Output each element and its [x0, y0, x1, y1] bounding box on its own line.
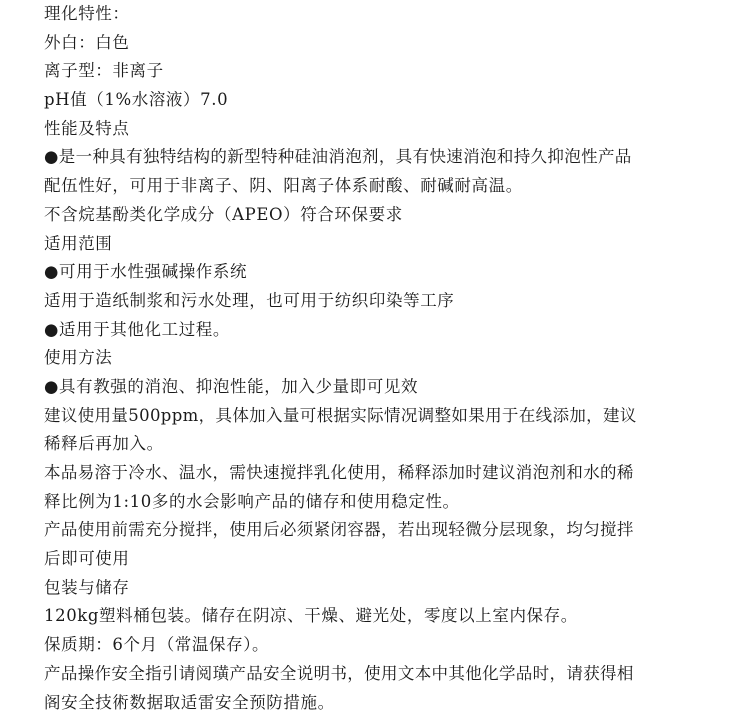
feature-apeo-free: 不含烷基酚类化学成分（APEO）符合环保要求 — [44, 204, 403, 224]
feature-bullet-1: ●是一种具有独特结构的新型特种硅油消泡剂，具有快速消泡和持久抑泡性产品 — [44, 147, 632, 167]
scope-bullet-1: ●可用于水性强碱操作系统 — [44, 262, 248, 282]
safety-continuation: 阁安全技術数据取适雷安全预防措施。 — [44, 692, 335, 712]
usage-stirring-continuation: 后即可使用 — [44, 549, 130, 569]
section-heading-properties: 理化特性： — [44, 4, 130, 23]
usage-dilution-continuation: 释比例为1:10多的水会影响产品的储存和使用稳定性。 — [44, 491, 460, 511]
safety-text: 产品操作安全指引请阅璜产品安全说明书，使用文本中其他化学品时，请获得相 — [44, 663, 634, 683]
section-heading-usage: 使用方法 — [44, 348, 113, 368]
property-ionic-type: 离子型：非离子 — [44, 61, 164, 81]
section-heading-packaging: 包装与储存 — [44, 577, 130, 597]
section-heading-scope: 适用范围 — [44, 233, 113, 253]
document-body — [44, 0, 734, 717]
usage-dosage-continuation: 稀释后再加入。 — [44, 434, 164, 454]
packaging-text: 120kg塑料桶包装。储存在阴凉、干燥、避光处，零度以上室内保存。 — [44, 606, 578, 626]
usage-dosage-text: 建议使用量500ppm，具体加入量可根据实际情况调整如果用于在线添加，建议 — [44, 405, 637, 425]
scope-text-1: 适用于造纸制浆和污水处理，也可用于纺织印染等工序 — [44, 290, 455, 310]
shelf-life-text: 保质期：6个月（常温保存）。 — [44, 635, 270, 655]
property-appearance: 外白：白色 — [44, 32, 130, 52]
usage-dilution-text: 本品易溶于冷水、温水，需快速搅拌乳化使用，稀释添加时建议消泡剂和水的稀 — [44, 463, 634, 482]
property-ph-value: pH值（1%水溶液）7.0 — [44, 90, 229, 110]
scope-bullet-2: ●适用于其他化工过程。 — [44, 319, 230, 339]
section-heading-features: 性能及特点 — [44, 118, 130, 138]
usage-bullet-1: ●具有教强的消泡、抑泡性能，加入少量即可见效 — [44, 376, 419, 396]
feature-bullet-1-continuation: 配伍性好，可用于非离子、阴、阳离子体系耐酸、耐碱耐高温。 — [44, 176, 523, 196]
usage-stirring-text: 产品使用前需充分搅拌，使用后必须紧闭容器，若出现轻微分层现象，均匀搅拌 — [44, 520, 634, 540]
